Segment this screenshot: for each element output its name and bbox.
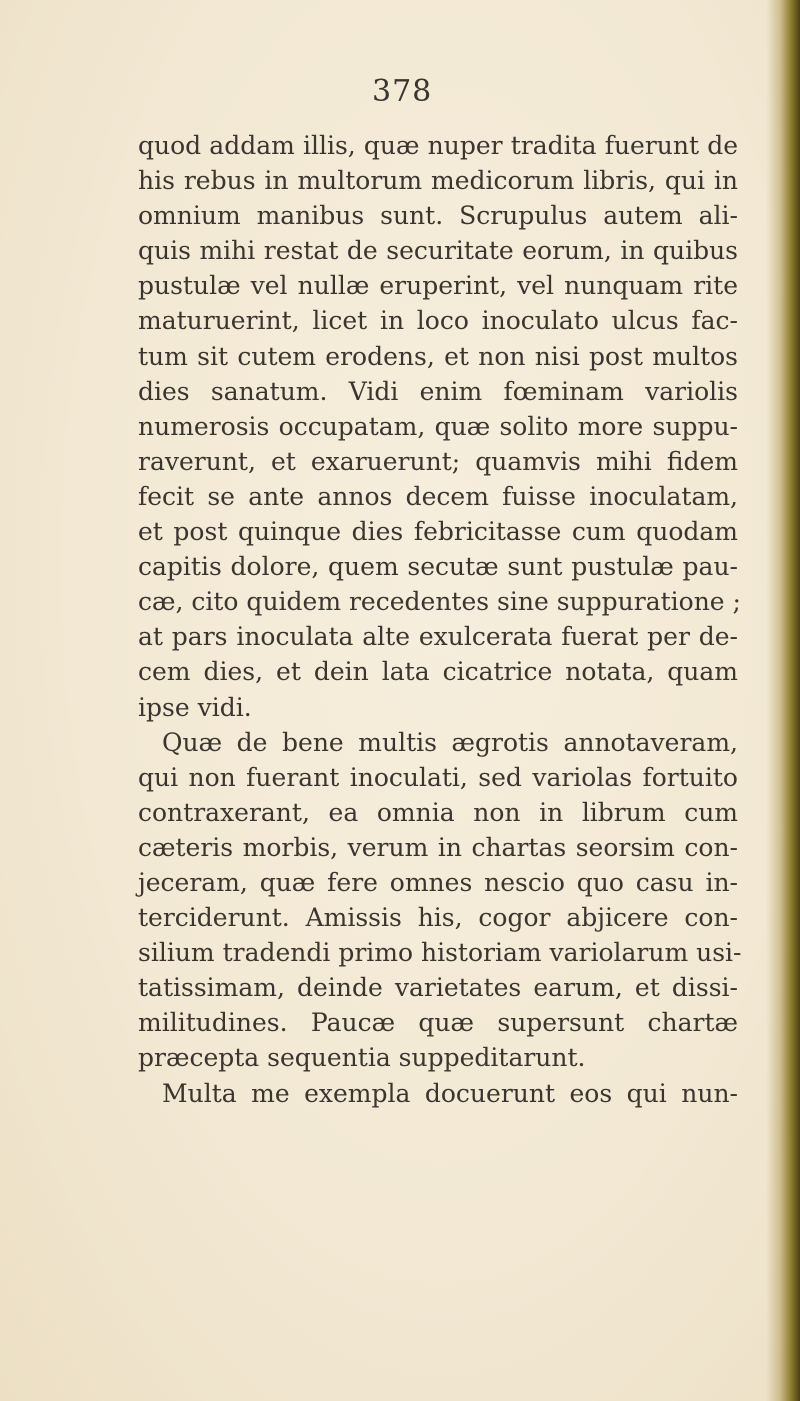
text-line: pustulæ vel nullæ eruperint, vel nunquam rite <box>138 271 738 301</box>
text-line: numerosis occupatam, quæ solito more suppu- <box>138 411 738 441</box>
text-line: cæteris morbis, verum in chartas seorsim con- <box>138 832 738 862</box>
text-line: terciderunt. Amissis his, cogor abjicere con- <box>138 903 738 933</box>
body-text <box>138 128 742 1111</box>
text-line: maturuerint, licet in loco inoculato ulcus fac- <box>138 306 738 336</box>
text-line: raverunt, et exaruerunt; quamvis mihi fidem <box>138 446 738 476</box>
text-line: his rebus in multorum medicorum libris, qui in <box>138 166 738 196</box>
page-number: 378 <box>372 74 433 109</box>
text-line: tatissimam, deinde varietates earum, et dissi- <box>138 973 738 1003</box>
text-line: jeceram, quæ fere omnes nescio quo casu in- <box>138 867 738 897</box>
text-line: fecit se ante annos decem fuisse inoculatam, <box>138 481 738 511</box>
text-line: cæ, cito quidem recedentes sine suppuratione ; <box>138 587 741 617</box>
text-line: qui non fuerant inoculati, sed variolas fortuito <box>138 762 738 792</box>
text-line: quis mihi restat de securitate eorum, in quibus <box>138 236 738 266</box>
text-line: at pars inoculata alte exulcerata fuerat per de- <box>138 622 738 652</box>
text-line: militudines. Paucæ quæ supersunt chartæ <box>138 1008 738 1038</box>
text-line: præcepta sequentia suppeditarunt. <box>138 1043 586 1073</box>
text-line: et post quinque dies febricitasse cum quodam <box>138 517 738 547</box>
text-line: dies sanatum. Vidi enim fœminam variolis <box>138 376 738 406</box>
text-line: omnium manibus sunt. Scrupulus autem ali- <box>138 201 738 231</box>
text-line: contraxerant, ea omnia non in librum cum <box>138 797 738 827</box>
text-line: cem dies, et dein lata cicatrice notata, quam <box>138 657 738 687</box>
text-line: silium tradendi primo historiam variolarum usi- <box>138 938 742 968</box>
text-line: quod addam illis, quæ nuper tradita fuerunt de <box>138 131 738 160</box>
page-edge-shadow <box>766 0 800 1401</box>
text-line: tum sit cutem erodens, et non nisi post multos <box>138 341 738 371</box>
text-line: capitis dolore, quem secutæ sunt pustulæ pau- <box>138 552 738 582</box>
text-line: Multa me exempla docuerunt eos qui nun- <box>162 1078 738 1108</box>
text-line: ipse vidi. <box>138 692 252 722</box>
text-line: Quæ de bene multis ægrotis annotaveram, <box>162 727 738 757</box>
